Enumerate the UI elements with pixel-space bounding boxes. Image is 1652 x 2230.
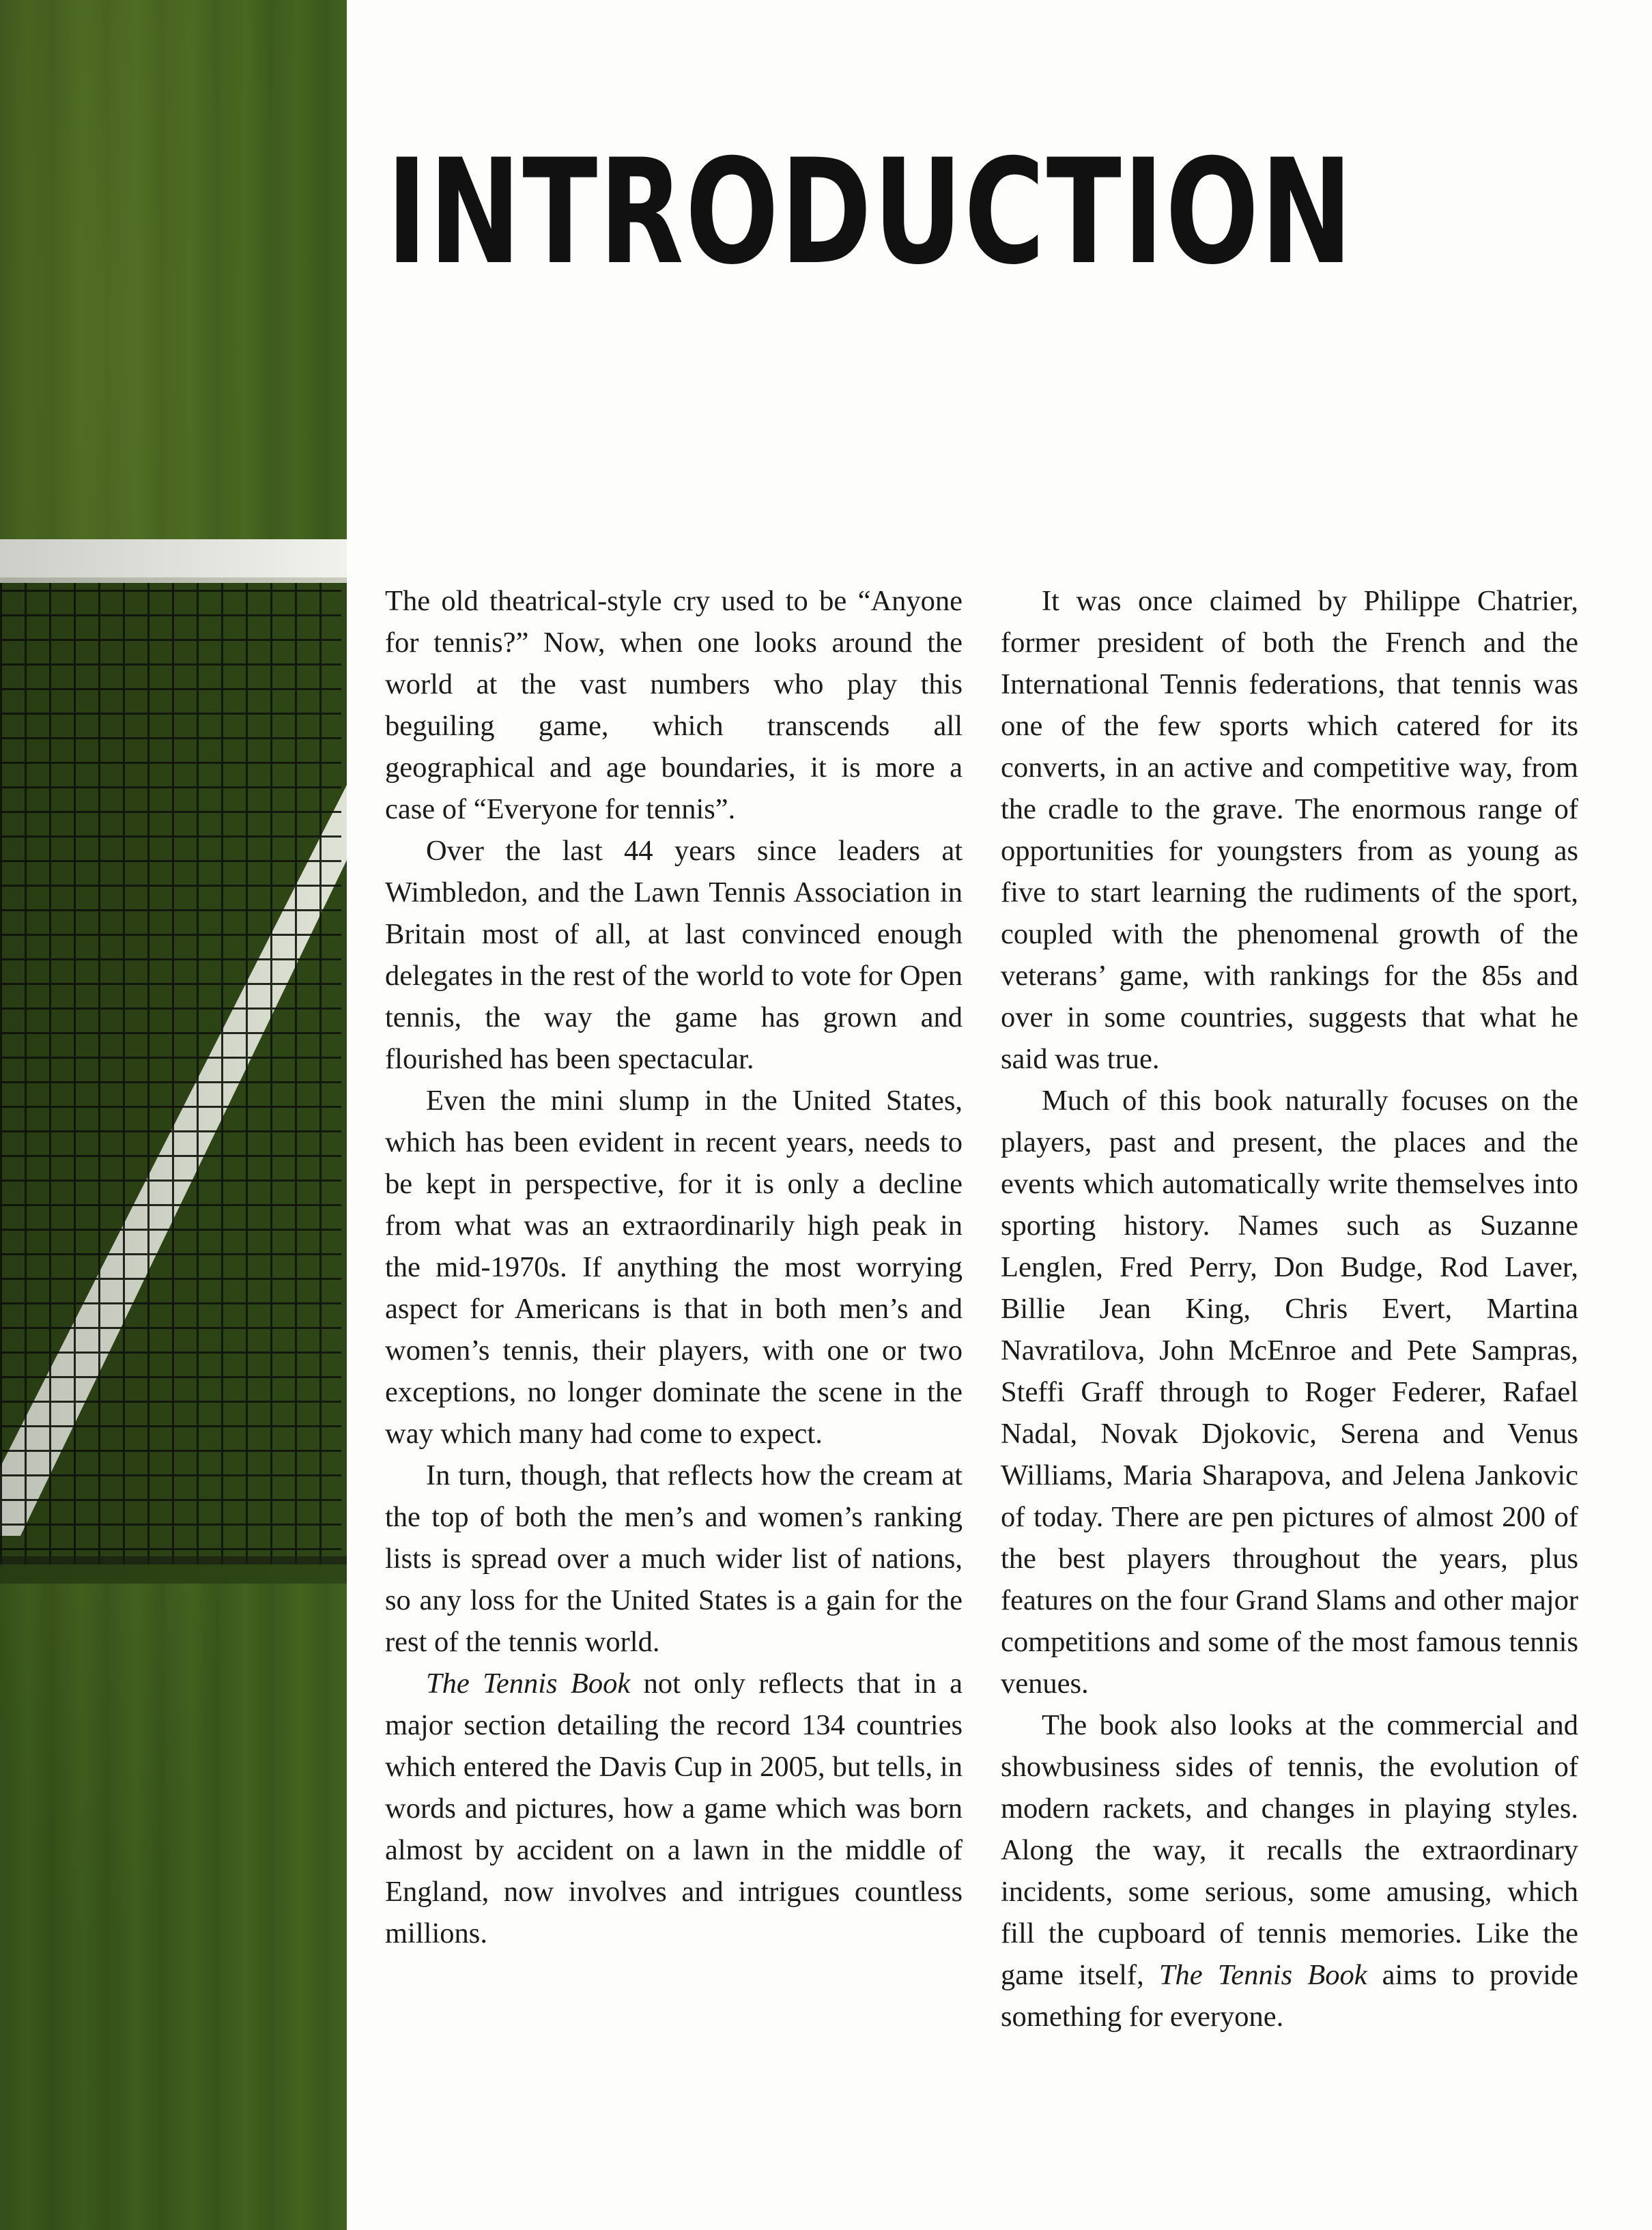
paragraph: In turn, though, that reflects how the cream at the top of both the men’s and women’s ranking lists is spread over a much wider list of nations, so any loss for the United States is a gain for the rest of the tennis world. (385, 1459, 963, 1658)
paragraph-text: not only reflects that in a major section detailing the record 134 countries which entered the Davis Cup in 2005, but tells, in words and pictures, how a game which was born almost by accident on a lawn in the middle of England, now involves and intrigues countless millions. (385, 1668, 963, 1949)
book-title: The Tennis Book (1158, 1959, 1367, 1991)
tennis-net-photo (0, 0, 347, 2230)
net-illustration (0, 0, 347, 2230)
right-text-column (1001, 580, 1578, 2038)
paragraph (385, 1663, 963, 1954)
page-title: INTRODUCTION (386, 128, 1354, 296)
paragraph-text: The book also looks at the commercial and showbusiness sides of tennis, the evolution of modern rackets, and changes in playing styles. Along the way, it recalls the extraordinary incidents, some serious, some amusing, which fill the cupboard of tennis memories. Like the game itself, (1001, 1709, 1578, 1991)
paragraph: Even the mini slump in the United States, which has been evident in recent years, needs to be kept in perspective, for it is only a decline from what was an extraordinarily high peak in the mid-1970s. If anything the most worrying aspect for Americans is that in both men’s and women’s tennis, their players, with one or two exceptions, no longer dominate the scene in the way which many had come to expect. (385, 1085, 963, 1450)
left-text-column (385, 580, 963, 1954)
paragraph-text: aims to provide something for everyone. (1001, 1959, 1579, 2033)
book-title: The Tennis Book (426, 1668, 631, 1700)
paragraph: Much of this book naturally focuses on the players, past and present, the places and the events which automatically write themselves into sporting history. Names such as Suzanne Lenglen, Fred Perry, Don Budge, Rod Laver, Billie Jean King, Chris Evert, Martina Navratilova, John McEnroe and Pete Sampras, Steffi Graff through to Roger Federer, Rafael Nadal, Novak Djokovic, Serena and Venus Williams, Maria Sharapova, and Jelena Jankovic of today. There are pen pictures of almost 200 of the best players throughout the years, plus features on the four Grand Slams and other major competitions and some of the most famous tennis venues. (1001, 1085, 1578, 1700)
paragraph: Over the last 44 years since leaders at Wimbledon, and the Lawn Tennis Association in Britain most of all, at last convinced enough delegates in the rest of the world to vote for Open tennis, the way the game has grown and flourished has been spectacular. (385, 835, 963, 1075)
paragraph: The old theatrical-style cry used to be “Anyone for tennis?” Now, when one looks around the world at the vast numbers who play this beguiling game, which transcends all geographical and age boundaries, it is more a case of “Everyone for tennis”. (385, 585, 963, 825)
paragraph: It was once claimed by Philippe Chatrier, former president of both the French and the International Tennis federations, that tennis was one of the few sports which catered for its converts, in an active and competitive way, from the cradle to the grave. The enormous range of opportunities for youngsters from as young as five to start learning the rudiments of the sport, coupled with the phenomenal growth of the veterans’ game, with rankings for the 85s and over in some countries, suggests that what he said was true. (1001, 585, 1578, 1075)
paragraph (1001, 1704, 1578, 2038)
